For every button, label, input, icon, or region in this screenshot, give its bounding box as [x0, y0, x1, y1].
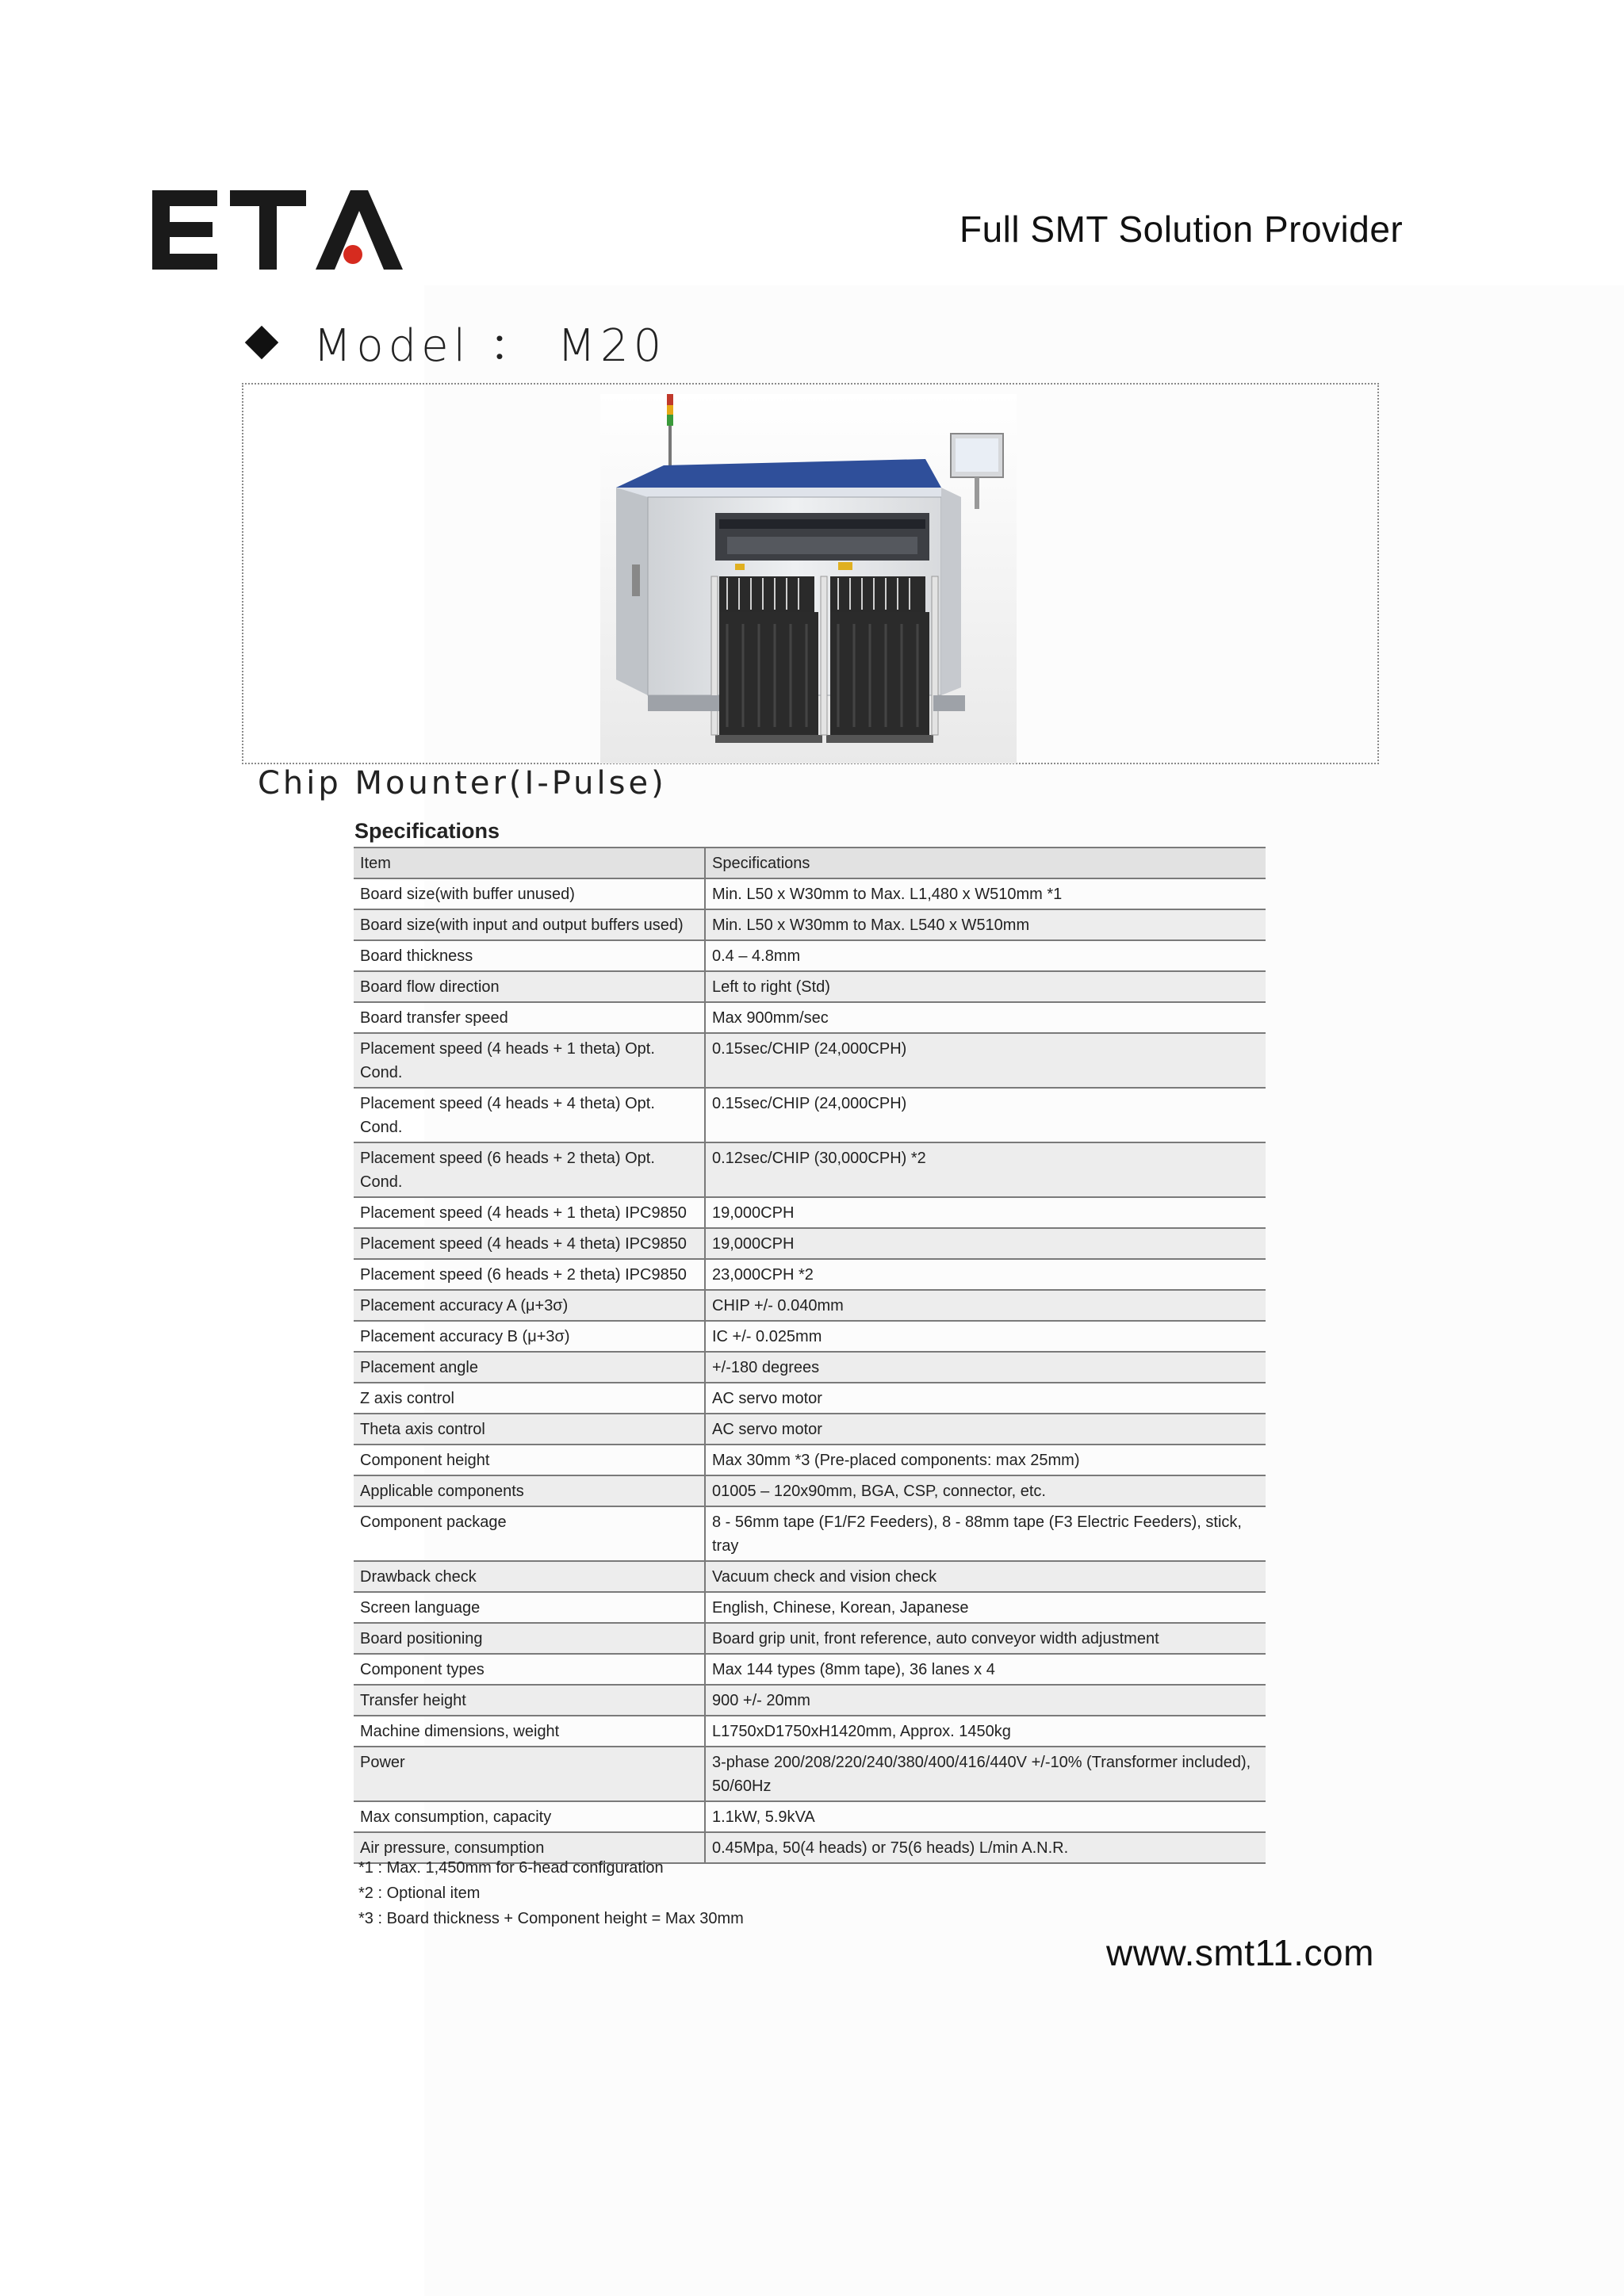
spec-value-cell: 23,000CPH *2	[705, 1259, 1266, 1290]
website-url: www.smt11.com	[1106, 1932, 1374, 1973]
chip-mounter-machine-image	[600, 394, 1017, 763]
spec-value-cell: 01005 – 120x90mm, BGA, CSP, connector, etc.	[705, 1475, 1266, 1506]
model-label: Model ： M20	[313, 320, 667, 372]
spec-item-cell: Z axis control	[354, 1383, 705, 1414]
spec-item-cell: Board thickness	[354, 940, 705, 971]
spec-item-cell: Placement speed (4 heads + 1 theta) IPC9850	[354, 1197, 705, 1228]
spec-value-cell: CHIP +/- 0.040mm	[705, 1290, 1266, 1321]
spec-value-cell: 0.15sec/CHIP (24,000CPH)	[705, 1033, 1266, 1088]
table-row	[354, 1414, 1266, 1445]
spec-value-cell: AC servo motor	[705, 1414, 1266, 1445]
spec-item-cell: Transfer height	[354, 1685, 705, 1716]
spec-value-cell: 0.4 – 4.8mm	[705, 940, 1266, 971]
specifications-table	[354, 847, 1266, 1864]
spec-value-cell: AC servo motor	[705, 1383, 1266, 1414]
specifications-table-body	[354, 878, 1266, 1863]
spec-value-cell: +/-180 degrees	[705, 1352, 1266, 1383]
spec-value-cell: 900 +/- 20mm	[705, 1685, 1266, 1716]
table-row	[354, 940, 1266, 971]
table-row	[354, 1321, 1266, 1352]
spec-value-cell: Max 900mm/sec	[705, 1002, 1266, 1033]
spec-item-cell: Placement angle	[354, 1352, 705, 1383]
spec-item-cell: Placement speed (4 heads + 4 theta) Opt. Cond.	[354, 1088, 705, 1142]
table-row	[354, 909, 1266, 940]
table-row	[354, 878, 1266, 909]
table-row	[354, 1506, 1266, 1561]
spec-item-cell: Component types	[354, 1654, 705, 1685]
table-row	[354, 1142, 1266, 1197]
spec-item-cell: Placement accuracy A (μ+3σ)	[354, 1290, 705, 1321]
spec-value-cell: 3-phase 200/208/220/240/380/400/416/440V +/-10% (Transformer included), 50/60Hz	[705, 1747, 1266, 1801]
table-row	[354, 1228, 1266, 1259]
logo-dot	[343, 245, 362, 264]
spec-item-cell: Placement speed (4 heads + 4 theta) IPC9850	[354, 1228, 705, 1259]
product-image-frame	[242, 383, 1379, 764]
table-row	[354, 1290, 1266, 1321]
spec-item-cell: Board transfer speed	[354, 1002, 705, 1033]
spec-item-cell: Board positioning	[354, 1623, 705, 1654]
spec-value-cell: 19,000CPH	[705, 1228, 1266, 1259]
footnote: *3 : Board thickness + Component height = Max 30mm	[358, 1910, 744, 1927]
spec-value-cell: Max 144 types (8mm tape), 36 lanes x 4	[705, 1654, 1266, 1685]
spec-item-cell: Screen language	[354, 1592, 705, 1623]
spec-item-cell: Placement speed (4 heads + 1 theta) Opt. Cond.	[354, 1033, 705, 1088]
table-row	[354, 1033, 1266, 1088]
table-row	[354, 1383, 1266, 1414]
spec-item-cell: Placement speed (6 heads + 2 theta) IPC9850	[354, 1259, 705, 1290]
table-row	[354, 1259, 1266, 1290]
spec-value-cell: Max 30mm *3 (Pre-placed components: max 25mm)	[705, 1445, 1266, 1475]
table-row	[354, 1561, 1266, 1592]
spec-item-cell: Placement speed (6 heads + 2 theta) Opt. Cond.	[354, 1142, 705, 1197]
table-row	[354, 1475, 1266, 1506]
tagline: Full SMT Solution Provider	[959, 209, 1404, 250]
spec-item-cell: Board flow direction	[354, 971, 705, 1002]
eta-logo	[151, 182, 404, 277]
table-row	[354, 1445, 1266, 1475]
spec-value-cell: Left to right (Std)	[705, 971, 1266, 1002]
table-row	[354, 1685, 1266, 1716]
column-header-item: Item	[354, 848, 705, 878]
table-row	[354, 1088, 1266, 1142]
spec-value-cell: 0.15sec/CHIP (24,000CPH)	[705, 1088, 1266, 1142]
spec-item-cell: Applicable components	[354, 1475, 705, 1506]
footnote: *1 : Max. 1,450mm for 6-head configuration	[358, 1859, 664, 1877]
table-row	[354, 1197, 1266, 1228]
footnotes	[358, 1855, 744, 1931]
table-row	[354, 1654, 1266, 1685]
spec-value-cell: IC +/- 0.025mm	[705, 1321, 1266, 1352]
spec-item-cell: Component height	[354, 1445, 705, 1475]
table-row	[354, 1002, 1266, 1033]
table-row	[354, 1747, 1266, 1801]
spec-value-cell: Vacuum check and vision check	[705, 1561, 1266, 1592]
spec-item-cell: Board size(with buffer unused)	[354, 878, 705, 909]
spec-value-cell: 8 - 56mm tape (F1/F2 Feeders), 8 - 88mm tape (F3 Electric Feeders), stick, tray	[705, 1506, 1266, 1561]
spec-item-cell: Drawback check	[354, 1561, 705, 1592]
spec-value-cell: 1.1kW, 5.9kVA	[705, 1801, 1266, 1832]
diamond-bullet-icon	[245, 326, 278, 359]
spec-item-cell: Component package	[354, 1506, 705, 1561]
table-header-row	[354, 848, 1266, 878]
spec-item-cell: Air pressure, consumption	[354, 1832, 705, 1863]
spec-item-cell: Machine dimensions, weight	[354, 1716, 705, 1747]
spec-value-cell: 0.12sec/CHIP (30,000CPH) *2	[705, 1142, 1266, 1197]
spec-value-cell: 19,000CPH	[705, 1197, 1266, 1228]
specifications-title: Specifications	[354, 819, 500, 843]
spec-value-cell: Min. L50 x W30mm to Max. L1,480 x W510mm *1	[705, 878, 1266, 909]
table-row	[354, 971, 1266, 1002]
spec-value-cell: L1750xD1750xH1420mm, Approx. 1450kg	[705, 1716, 1266, 1747]
column-header-specifications: Specifications	[705, 848, 1266, 878]
spec-item-cell: Theta axis control	[354, 1414, 705, 1445]
table-row	[354, 1352, 1266, 1383]
spec-value-cell: Min. L50 x W30mm to Max. L540 x W510mm	[705, 909, 1266, 940]
spec-item-cell: Board size(with input and output buffers used)	[354, 909, 705, 940]
table-row	[354, 1716, 1266, 1747]
spec-item-cell: Placement accuracy B (μ+3σ)	[354, 1321, 705, 1352]
table-row	[354, 1623, 1266, 1654]
product-caption: Chip Mounter(I-Pulse)	[258, 765, 667, 802]
model-heading	[242, 311, 666, 374]
spec-value-cell: English, Chinese, Korean, Japanese	[705, 1592, 1266, 1623]
footnote: *2 : Optional item	[358, 1885, 481, 1902]
spec-value-cell: 0.45Mpa, 50(4 heads) or 75(6 heads) L/min A.N.R.	[705, 1832, 1266, 1863]
table-row	[354, 1592, 1266, 1623]
spec-item-cell: Max consumption, capacity	[354, 1801, 705, 1832]
table-row	[354, 1801, 1266, 1832]
spec-item-cell: Power	[354, 1747, 705, 1801]
spec-value-cell: Board grip unit, front reference, auto conveyor width adjustment	[705, 1623, 1266, 1654]
